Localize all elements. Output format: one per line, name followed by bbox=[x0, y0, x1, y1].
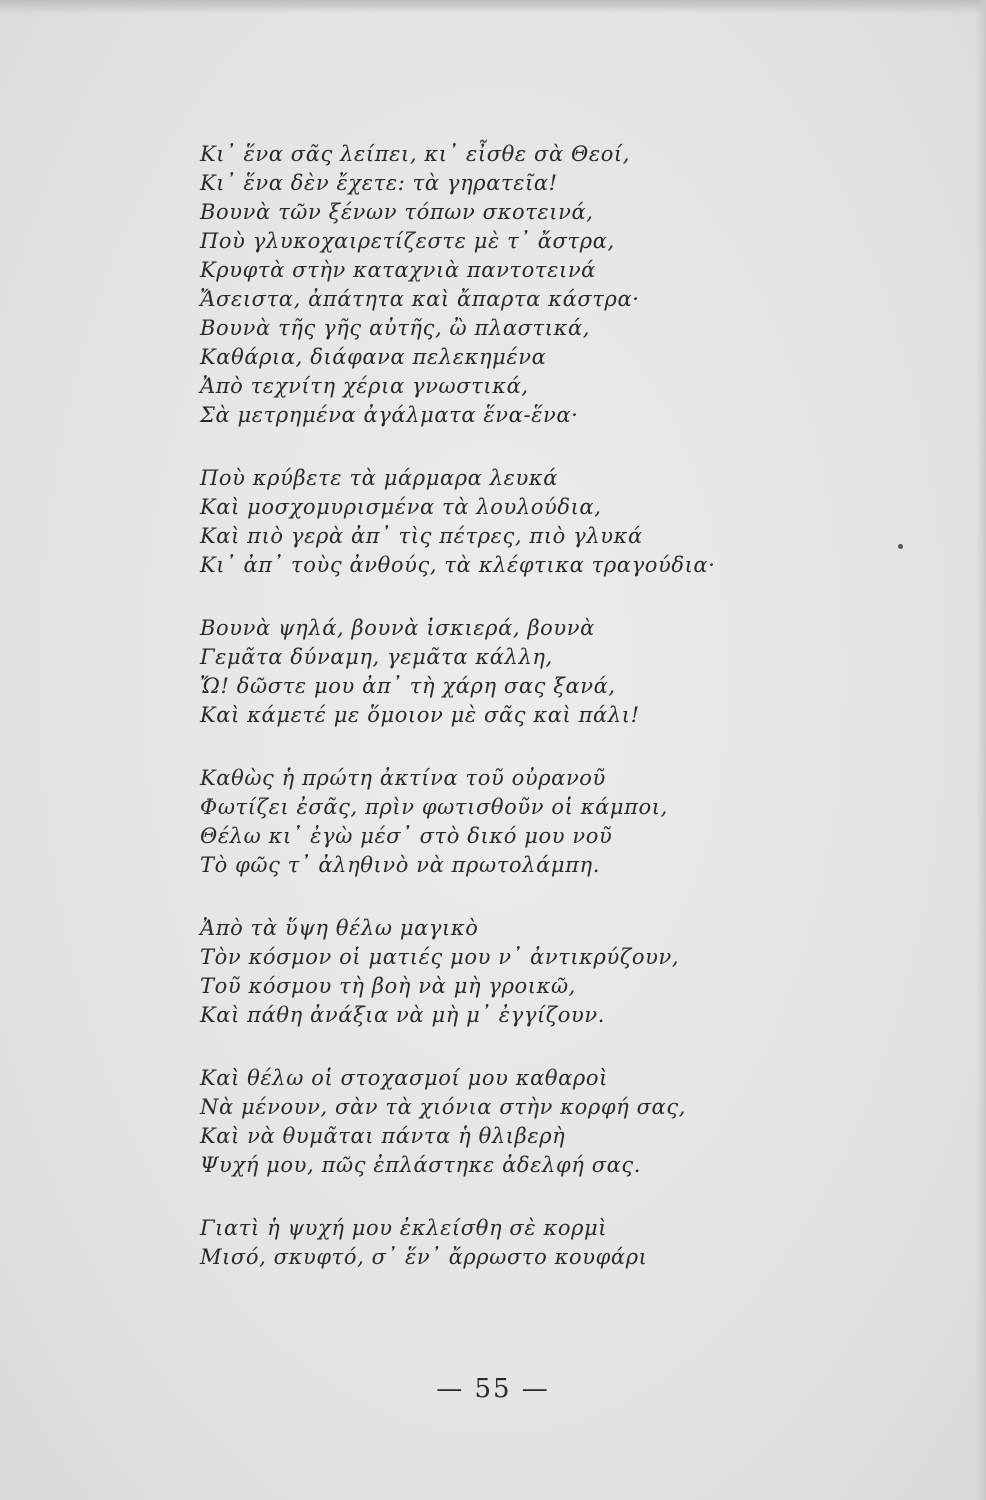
poem-line: Θέλω κι᾿ ἐγὼ μέσ᾿ στὸ δικό μου νοῦ bbox=[200, 824, 613, 848]
ink-speck bbox=[898, 544, 903, 549]
poem-line: Ἀπὸ τεχνίτη χέρια γνωστικά, bbox=[200, 374, 529, 398]
poem-line: Καθὼς ἡ πρώτη ἀκτίνα τοῦ οὐρανοῦ bbox=[200, 766, 606, 790]
poem-line: Νὰ μένουν, σὰν τὰ χιόνια στὴν κορφή σας, bbox=[200, 1095, 686, 1119]
poem-line: Φωτίζει ἐσᾶς, πρὶν φωτισθοῦν οἱ κάμποι, bbox=[200, 795, 668, 819]
stanza bbox=[200, 1214, 740, 1272]
poem-line: Καὶ πιὸ γερὰ ἀπ᾿ τὶς πέτρες, πιὸ γλυκά bbox=[200, 524, 643, 548]
poem-line: Τοῦ κόσμου τὴ βοὴ νὰ μὴ γροικῶ, bbox=[200, 974, 576, 998]
poem-line: Καὶ θέλω οἱ στοχασμοί μου καθαροὶ bbox=[200, 1066, 608, 1090]
poem-line: Κρυφτὰ στὴν καταχνιὰ παντοτεινά bbox=[200, 258, 596, 282]
page-number: — 55 — bbox=[436, 1374, 550, 1404]
poem-line: Καὶ πάθη ἀνάξια νὰ μὴ μ᾿ ἐγγίζουν. bbox=[200, 1003, 606, 1027]
poem-line: Καὶ νὰ θυμᾶται πάντα ἡ θλιβερὴ bbox=[200, 1124, 566, 1148]
poem-line: Κι᾿ ἀπ᾿ τοὺς ἀνθούς, τὰ κλέφτικα τραγούδια· bbox=[200, 553, 716, 577]
stanza bbox=[200, 764, 740, 880]
poem-line: Ποὺ κρύβετε τὰ μάρμαρα λευκά bbox=[200, 466, 559, 490]
poem-line: Κι᾿ ἕνα σᾶς λείπει, κι᾿ εἶσθε σὰ Θεοί, bbox=[200, 142, 631, 166]
poem-line: Καὶ κάμετέ με ὅμοιον μὲ σᾶς καὶ πάλι! bbox=[200, 703, 640, 727]
poem-line: Βουνὰ ψηλά, βουνὰ ἰσκιερά, βουνὰ bbox=[200, 616, 595, 640]
poem-line: Καθάρια, διάφανα πελεκημένα bbox=[200, 345, 547, 369]
stanza bbox=[200, 1064, 740, 1180]
poem-line: Τὸ φῶς τ᾿ ἀληθινὸ νὰ πρωτολάμπη. bbox=[200, 853, 600, 877]
poem-line: Ποὺ γλυκοχαιρετίζεστε μὲ τ᾿ ἄστρα, bbox=[200, 229, 615, 253]
poem-line: Ὤ! δῶστε μου ἀπ᾿ τὴ χάρη σας ξανά, bbox=[200, 674, 616, 698]
poem-line: Σὰ μετρημένα ἀγάλματα ἕνα-ἕνα· bbox=[200, 403, 579, 427]
poem-line: Κι᾿ ἕνα δὲν ἔχετε: τὰ γηρατεῖα! bbox=[200, 171, 558, 195]
poem-line: Ψυχή μου, πῶς ἐπλάστηκε ἀδελφή σας. bbox=[200, 1153, 642, 1177]
scan-right-edge bbox=[976, 0, 986, 1500]
poem-line: Γιατὶ ἡ ψυχή μου ἐκλείσθη σὲ κορμὶ bbox=[200, 1216, 608, 1240]
poem-line: Τὸν κόσμον οἱ ματιές μου ν᾿ ἀντικρύζουν, bbox=[200, 945, 680, 969]
stanza bbox=[200, 614, 740, 730]
poem-line: Μισό, σκυφτό, σ᾿ ἕν᾿ ἄρρωστο κουφάρι bbox=[200, 1245, 648, 1269]
poem-line: Γεμᾶτα δύναμη, γεμᾶτα κάλλη, bbox=[200, 645, 553, 669]
poem-line: Καὶ μοσχομυρισμένα τὰ λουλούδια, bbox=[200, 495, 602, 519]
poem-line: Βουνὰ τῆς γῆς αὐτῆς, ὢ πλαστικά, bbox=[200, 316, 591, 340]
stanza bbox=[200, 464, 740, 580]
poem-text bbox=[200, 140, 740, 1306]
stanza bbox=[200, 140, 740, 430]
poem-line: Βουνὰ τῶν ξένων τόπων σκοτεινά, bbox=[200, 200, 594, 224]
poem-line: Ἀπὸ τὰ ὕψη θέλω μαγικὸ bbox=[200, 916, 479, 940]
stanza bbox=[200, 914, 740, 1030]
scan-top-shadow bbox=[0, 0, 986, 14]
poem-line: Ἄσειστα, ἀπάτητα καὶ ἄπαρτα κάστρα· bbox=[200, 287, 640, 311]
